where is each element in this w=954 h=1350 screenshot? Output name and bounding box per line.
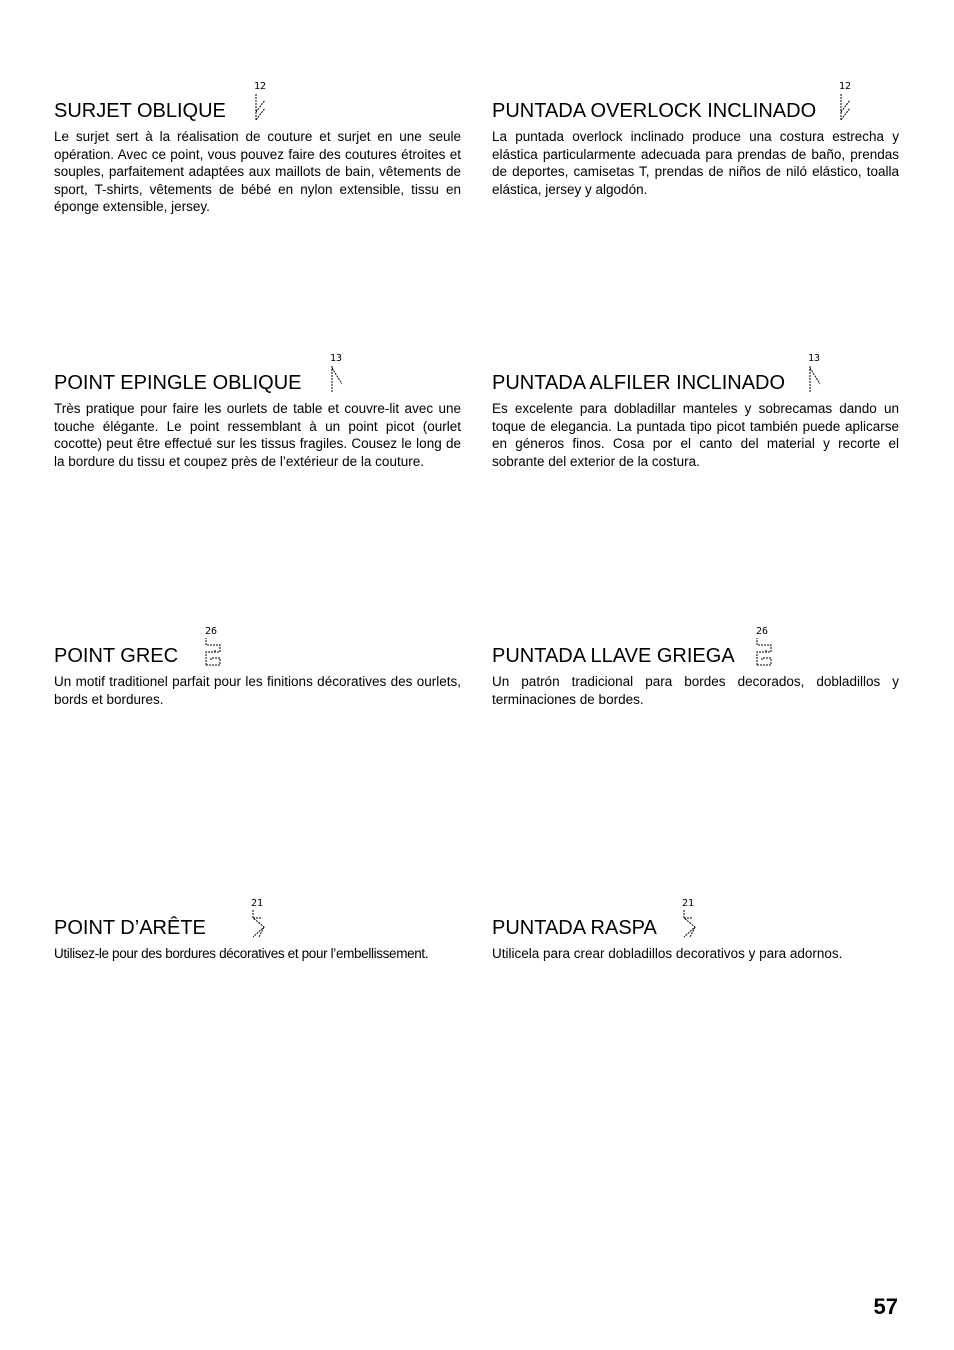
stitch-number: 26 [755, 626, 768, 637]
stitch-number: 13 [330, 353, 343, 364]
section-point-epingle-oblique [54, 344, 461, 470]
section-point-darete [54, 889, 461, 963]
overlock-oblique-stitch-icon [253, 80, 275, 122]
section-description: Très pratique pour faire les ourlets de table et couvre-lit avec une touche élégante. Le point ressemblant à un point picot (ourlet cocotte) peut être effectué sur les tissus fragiles. Cousez le long de la bordure du tissu et coupez près de l’extérieur de la couture. [54, 401, 461, 469]
section-heading [492, 617, 899, 667]
overlock-oblique-stitch-icon [838, 80, 860, 122]
section-heading [54, 617, 461, 667]
greek-key-stitch-icon [755, 625, 777, 667]
fishbone-stitch-icon [681, 897, 703, 939]
section-puntada-llave-griega [492, 617, 899, 708]
section-title: SURJET OBLIQUE [54, 100, 226, 122]
section-description: Le surjet sert à la réalisation de couture et surjet en une seule opération. Avec ce point, vous pouvez faire des coutures étroites et souples, parfaitement adaptées aux maillots de bain, vêtements de sport, T-shirts, vêtements de bébé en nylon extensible, tissu en éponge extensible, jersey. [54, 129, 461, 215]
section-heading [492, 344, 899, 394]
section-description: Un motif traditionel parfait pour les finitions décoratives des ourlets, bords et bordures. [54, 674, 461, 707]
section-title: PUNTADA OVERLOCK INCLINADO [492, 100, 817, 122]
section-title: PUNTADA LLAVE GRIEGA [492, 645, 735, 667]
section-description: Es excelente para dobladillar manteles y sobrecamas dando un toque de elegancia. La puntada tipo picot también puede aplicarse en géneros finos. Cosa por el canto del material y recorte el sobrante del exterior de la costura. [492, 401, 899, 469]
stitch-number: 12 [253, 81, 266, 92]
section-puntada-overlock-inclinado [492, 72, 899, 198]
section-description: La puntada overlock inclinado produce una costura estrecha y elástica particularmente adecuada para prendas de baño, prendas de deportes, camisetas T, prendas de niños de niló elástico, toalla elástica, jersey y algodón. [492, 129, 899, 197]
stitch-number: 13 [808, 353, 821, 364]
section-heading [54, 889, 461, 939]
page-number: 57 [873, 1294, 898, 1319]
greek-key-stitch-icon [204, 625, 226, 667]
section-heading [492, 889, 899, 939]
section-description: Utilisez-le pour des bordures décoratives et pour l’embellissement. [54, 946, 429, 961]
section-point-grec [54, 617, 461, 708]
section-title: PUNTADA RASPA [492, 917, 657, 939]
pin-oblique-stitch-icon [807, 352, 829, 394]
section-title: POINT D’ARÊTE [54, 917, 206, 939]
section-heading [492, 72, 899, 122]
stitch-number: 12 [839, 81, 852, 92]
section-description: Un patrón tradicional para bordes decorados, dobladillos y terminaciones de bordes. [492, 674, 899, 707]
section-puntada-raspa [492, 889, 899, 963]
section-title: PUNTADA ALFILER INCLINADO [492, 372, 786, 394]
stitch-number: 21 [250, 898, 263, 909]
section-heading [54, 344, 461, 394]
stitch-number: 21 [681, 898, 694, 909]
section-puntada-alfiler-inclinado [492, 344, 899, 470]
pin-oblique-stitch-icon [329, 352, 351, 394]
section-title: POINT GREC [54, 645, 179, 667]
stitch-number: 26 [205, 626, 218, 637]
section-title: POINT EPINGLE OBLIQUE [54, 372, 302, 394]
section-heading [54, 72, 461, 122]
section-surjet-oblique [54, 72, 461, 216]
section-description: Utilicela para crear dobladillos decorativos y para adornos. [492, 946, 843, 961]
fishbone-stitch-icon [250, 897, 272, 939]
